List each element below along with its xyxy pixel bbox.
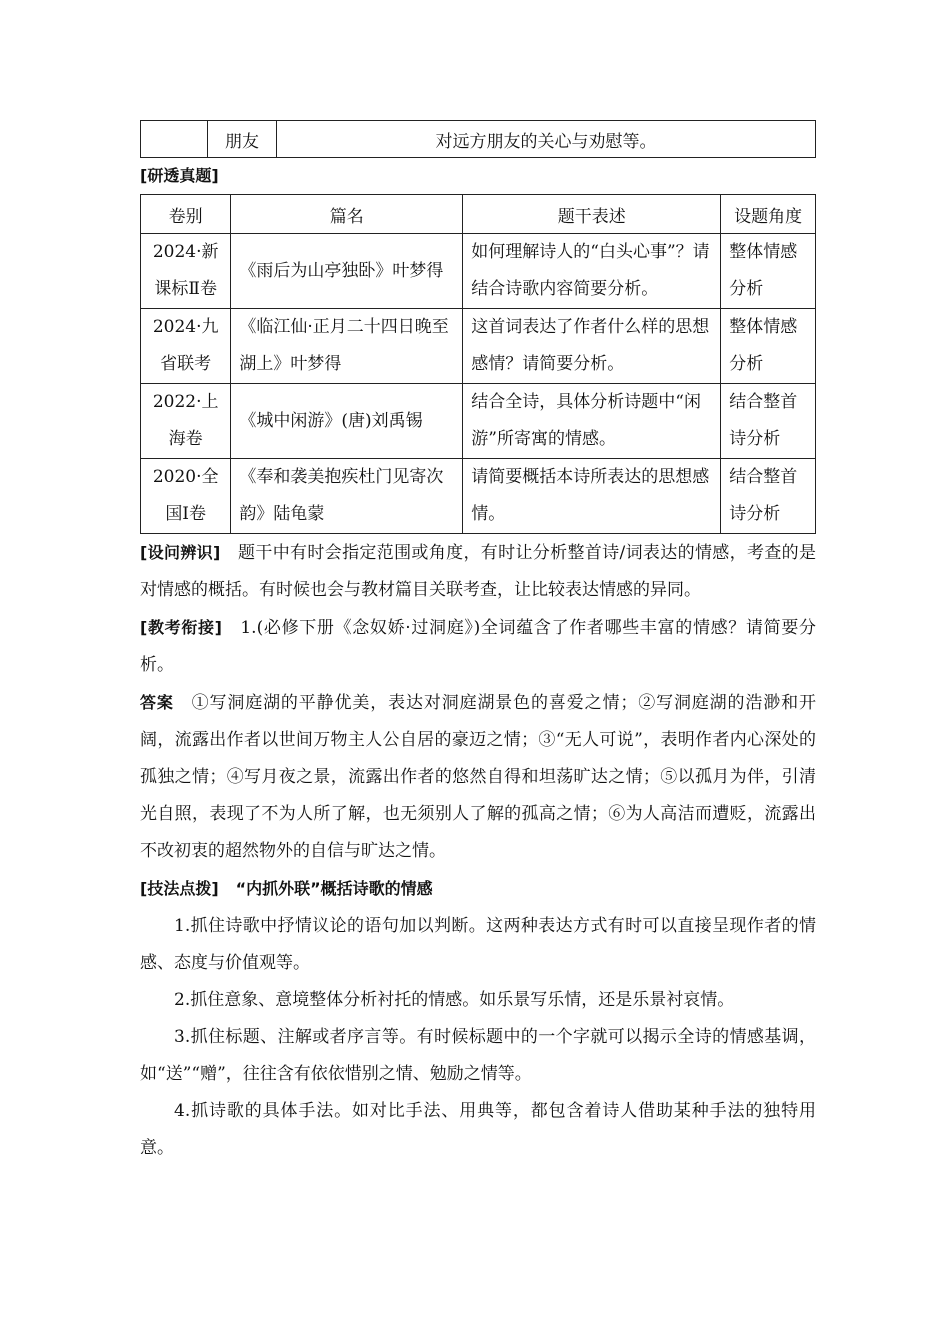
table-cell: 整体情感分析: [721, 309, 816, 384]
table-cell: 结合全诗，具体分析诗题中“闲游”所寄寓的情感。: [463, 384, 721, 459]
shewen-text: 题干中有时会指定范围或角度，有时让分析整首诗/词表达的情感，考查的是对情感的概括。有时候也会与教材篇目关联考查，让比较表达情感的异同。: [140, 543, 816, 600]
table-cell: 2024·新课标Ⅱ卷: [141, 234, 231, 309]
jifa-label: [技法点拨]: [140, 879, 219, 898]
method-point: 2.抓住意象、意境整体分析衬托的情感。如乐景写乐情，还是乐景衬哀情。: [174, 990, 735, 1010]
column-header: 设题角度: [721, 195, 816, 234]
table-header-row: [141, 195, 816, 234]
page-content: [140, 120, 816, 1167]
table-row: [141, 309, 816, 384]
question-source: 必修下册《念奴娇·过洞庭》: [263, 618, 474, 638]
table-cell: 《城中闲游》(唐)刘禹锡: [231, 384, 463, 459]
table-cell: 请简要概括本诗所表达的思想感情。: [463, 459, 721, 534]
shewen-paragraph: [140, 534, 816, 609]
column-header: 卷别: [141, 195, 231, 234]
table-cell: 结合整首诗分析: [721, 384, 816, 459]
shewen-label: [设问辨识]: [140, 543, 221, 562]
column-header: 篇名: [231, 195, 463, 234]
table-cell: 2022·上海卷: [141, 384, 231, 459]
table-row: [141, 384, 816, 459]
table-row: [141, 234, 816, 309]
jiaokao-paragraph: [140, 609, 816, 684]
method-point: 3.抓住标题、注解或者序言等。有时候标题中的一个字就可以揭示全诗的情感基调，如“送”“赠”，往往含有依依惜别之情、勉励之情等。: [140, 1027, 816, 1084]
column-header: 题干表述: [463, 195, 721, 234]
table-cell: 整体情感分析: [721, 234, 816, 309]
table-cell: 结合整首诗分析: [721, 459, 816, 534]
table-cell: 朋友: [208, 121, 277, 158]
table-cell: 对远方朋友的关心与劝慰等。: [277, 121, 816, 158]
table-cell: 这首词表达了作者什么样的思想感情？请简要分析。: [463, 309, 721, 384]
table-cell: [141, 121, 208, 158]
exam-table: [140, 194, 816, 534]
table-cell: 2024·九省联考: [141, 309, 231, 384]
question-number: 1.(: [240, 618, 264, 638]
table-row: [141, 459, 816, 534]
table-cell: 2020·全国Ⅰ卷: [141, 459, 231, 534]
top-table: [140, 120, 816, 158]
table-cell: 《雨后为山亭独卧》叶梦得: [231, 234, 463, 309]
question-text: )全词蕴含了作者哪些丰富的情感？请简要分析。: [140, 618, 816, 675]
answer-text: ①写洞庭湖的平静优美，表达对洞庭湖景色的喜爱之情；②写洞庭湖的浩渺和开阔，流露出作者以世间万物主人公自居的豪迈之情；③“无人可说”，表明作者内心深处的孤独之情；④写月夜之景，流露出作者的悠然自得和坦荡旷达之情；⑤以孤月为伴，引清光自照，表现了不为人所了解，也无须别人了解的孤高之情；⑥为人高洁而遭贬，流露出不改初衷的超然物外的自信与旷达之情。: [140, 693, 816, 861]
table-row: [141, 121, 816, 158]
answer-label: 答案: [140, 693, 174, 712]
section-title-zhenti: [研透真题]: [140, 166, 219, 185]
table-cell: 如何理解诗人的“白头心事”？请结合诗歌内容简要分析。: [463, 234, 721, 309]
jifa-title: “内抓外联”概括诗歌的情感: [235, 879, 433, 898]
table-cell: 《奉和袭美抱疾杜门见寄次韵》陆龟蒙: [231, 459, 463, 534]
jiaokao-label: [教考衔接]: [140, 618, 222, 637]
method-point: 4.抓诗歌的具体手法。如对比手法、用典等，都包含着诗人借助某种手法的独特用意。: [140, 1101, 816, 1158]
jifa-paragraph: [140, 870, 816, 908]
answer-paragraph: [140, 684, 816, 870]
method-point: 1.抓住诗歌中抒情议论的语句加以判断。这两种表达方式有时可以直接呈现作者的情感、态度与价值观等。: [140, 916, 816, 973]
table-cell: 《临江仙·正月二十四日晚至湖上》叶梦得: [231, 309, 463, 384]
